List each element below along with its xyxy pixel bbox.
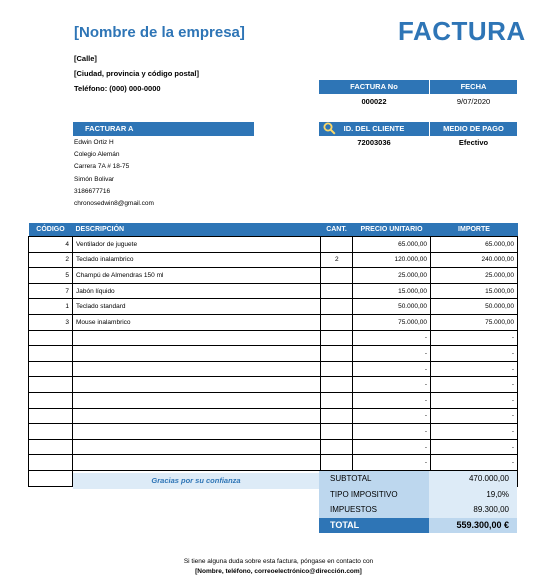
item-description[interactable] (73, 424, 321, 440)
item-amount[interactable]: - (431, 377, 518, 393)
table-row (29, 299, 518, 315)
item-description[interactable]: Teclado inalambrico (73, 252, 321, 268)
items-table (28, 223, 518, 487)
item-description[interactable] (73, 408, 321, 424)
item-unit-price[interactable]: 15.000,00 (353, 283, 431, 299)
item-quantity[interactable] (321, 237, 353, 253)
item-unit-price[interactable]: 65.000,00 (353, 237, 431, 253)
bill-to-line: Simón Bolivar (74, 175, 115, 183)
payment-method: Efectivo (458, 138, 489, 147)
company-city: [Ciudad, provincia y código postal] (74, 69, 200, 78)
item-unit-price[interactable]: 25.000,00 (353, 268, 431, 284)
item-quantity[interactable] (321, 346, 353, 362)
item-amount[interactable]: 25.000,00 (431, 268, 518, 284)
item-amount[interactable]: - (431, 455, 518, 471)
item-description[interactable]: Mouse inalambrico (73, 314, 321, 330)
item-description[interactable] (73, 346, 321, 362)
item-unit-price[interactable]: 75.000,00 (353, 314, 431, 330)
table-row (29, 392, 518, 408)
item-description[interactable]: Teclado standard (73, 299, 321, 315)
bill-to-line: Colegio Alemán (74, 151, 120, 159)
item-unit-price[interactable]: - (353, 424, 431, 440)
subtotal-row (319, 471, 517, 487)
item-description[interactable]: Ventilador de juguete (73, 237, 321, 253)
tax-label: IMPUESTOS (319, 502, 429, 518)
item-description[interactable] (73, 377, 321, 393)
item-quantity[interactable] (321, 377, 353, 393)
item-quantity[interactable] (321, 392, 353, 408)
table-row (29, 424, 518, 440)
item-unit-price[interactable]: - (353, 455, 431, 471)
item-code[interactable]: 4 (29, 237, 73, 253)
item-code[interactable] (29, 470, 73, 486)
invoice-number: 000022 (361, 97, 387, 106)
item-unit-price[interactable]: - (353, 346, 431, 362)
item-amount[interactable]: 15.000,00 (431, 283, 518, 299)
subtotal-label: SUBTOTAL (319, 471, 429, 487)
item-quantity[interactable] (321, 439, 353, 455)
table-header-row (29, 223, 518, 237)
invoice-date: 9/07/2020 (456, 97, 491, 106)
item-unit-price[interactable]: - (353, 408, 431, 424)
item-amount[interactable]: - (431, 330, 518, 346)
item-quantity[interactable] (321, 424, 353, 440)
item-amount[interactable]: 75.000,00 (431, 314, 518, 330)
item-code[interactable]: 7 (29, 283, 73, 299)
table-row (29, 361, 518, 377)
table-row (29, 330, 518, 346)
item-amount[interactable]: - (431, 408, 518, 424)
item-quantity[interactable]: 2 (321, 252, 353, 268)
footer-contact: [Nombre, teléfono, correoelectrónico@dirección.com] (195, 568, 362, 575)
invoice-title: FACTURA (398, 16, 526, 46)
client-id-label: ID. DEL CLIENTE (343, 124, 405, 133)
item-code[interactable]: 1 (29, 299, 73, 315)
item-quantity[interactable] (321, 330, 353, 346)
item-code[interactable]: 3 (29, 314, 73, 330)
item-amount[interactable]: - (431, 361, 518, 377)
item-quantity[interactable] (321, 361, 353, 377)
item-amount[interactable]: - (431, 424, 518, 440)
table-row (29, 252, 518, 268)
item-quantity[interactable] (321, 283, 353, 299)
item-quantity[interactable] (321, 314, 353, 330)
item-unit-price[interactable]: - (353, 361, 431, 377)
table-row (29, 439, 518, 455)
table-row (29, 314, 518, 330)
item-unit-price[interactable]: 120.000,00 (353, 252, 431, 268)
item-code[interactable] (29, 346, 73, 362)
item-amount[interactable]: - (431, 439, 518, 455)
table-row (29, 346, 518, 362)
item-quantity[interactable] (321, 408, 353, 424)
item-code[interactable] (29, 377, 73, 393)
col-header-code: CÓDIGO (29, 223, 73, 237)
col-header-quantity: CANT. (321, 223, 353, 237)
item-amount[interactable]: 240.000,00 (431, 252, 518, 268)
footer-note: Si tiene alguna duda sobre esta factura, póngase en contacto con (183, 558, 374, 565)
table-row (29, 408, 518, 424)
bill-to-header: FACTURAR A (73, 122, 254, 136)
search-icon[interactable] (323, 122, 336, 135)
col-header-description: DESCRIPCIÓN (73, 223, 321, 237)
item-code[interactable] (29, 361, 73, 377)
item-quantity[interactable] (321, 455, 353, 471)
item-unit-price[interactable]: 50.000,00 (353, 299, 431, 315)
tax-rate-label: TIPO IMPOSITIVO (319, 487, 429, 503)
company-name: [Nombre de la empresa] (74, 24, 245, 41)
bill-to-line: Edwin Ortiz H (74, 139, 114, 146)
item-description[interactable] (73, 361, 321, 377)
total-value: 559.300,00 € (429, 518, 517, 534)
bill-to-line: chronosedwin8@gmail.com (74, 200, 154, 207)
date-header: FECHA (430, 80, 517, 94)
tax-value: 89.300,00 (429, 502, 517, 518)
item-description[interactable] (73, 392, 321, 408)
item-description[interactable]: Champú de Almendras 150 ml (73, 268, 321, 284)
table-row (29, 268, 518, 284)
item-unit-price[interactable]: - (353, 392, 431, 408)
col-header-amount: IMPORTE (431, 223, 518, 237)
item-unit-price[interactable]: - (353, 439, 431, 455)
item-code[interactable] (29, 439, 73, 455)
item-code[interactable] (29, 424, 73, 440)
item-description[interactable]: Jabón líquido (73, 283, 321, 299)
totals-block (319, 471, 517, 533)
item-amount[interactable]: - (431, 346, 518, 362)
item-code[interactable] (29, 408, 73, 424)
company-street: [Calle] (74, 54, 97, 63)
total-label: TOTAL (319, 518, 429, 534)
table-row (29, 283, 518, 299)
item-amount[interactable]: - (431, 392, 518, 408)
tax-rate-row (319, 487, 517, 503)
col-header-unit-price: PRECIO UNITARIO (353, 223, 431, 237)
item-code[interactable]: 2 (29, 252, 73, 268)
tax-row (319, 502, 517, 518)
item-amount[interactable]: 65.000,00 (431, 237, 518, 253)
table-row (29, 377, 518, 393)
item-description[interactable] (73, 439, 321, 455)
payment-method-header: MEDIO DE PAGO (430, 122, 517, 136)
thanks-message: Gracias por su confianza (73, 473, 319, 489)
item-unit-price[interactable]: - (353, 377, 431, 393)
item-code[interactable] (29, 330, 73, 346)
company-phone: Teléfono: (000) 000-0000 (74, 84, 161, 93)
item-description[interactable] (73, 455, 321, 471)
invoice-number-header: FACTURA No (319, 80, 429, 94)
item-amount[interactable]: 50.000,00 (431, 299, 518, 315)
bill-to-line: 3186677716 (74, 187, 111, 195)
item-quantity[interactable] (321, 299, 353, 315)
subtotal-value: 470.000,00 (429, 471, 517, 487)
bill-to-line: Carrera 7A # 18-75 (74, 163, 130, 171)
item-description[interactable] (73, 330, 321, 346)
item-code[interactable] (29, 455, 73, 471)
item-unit-price[interactable]: - (353, 330, 431, 346)
table-row (29, 455, 518, 471)
total-row (319, 518, 517, 534)
client-id: 72003036 (357, 138, 391, 147)
table-row (29, 237, 518, 253)
item-quantity[interactable] (321, 268, 353, 284)
item-code[interactable] (29, 392, 73, 408)
item-code[interactable]: 5 (29, 268, 73, 284)
tax-rate-value: 19,0% (429, 487, 517, 503)
